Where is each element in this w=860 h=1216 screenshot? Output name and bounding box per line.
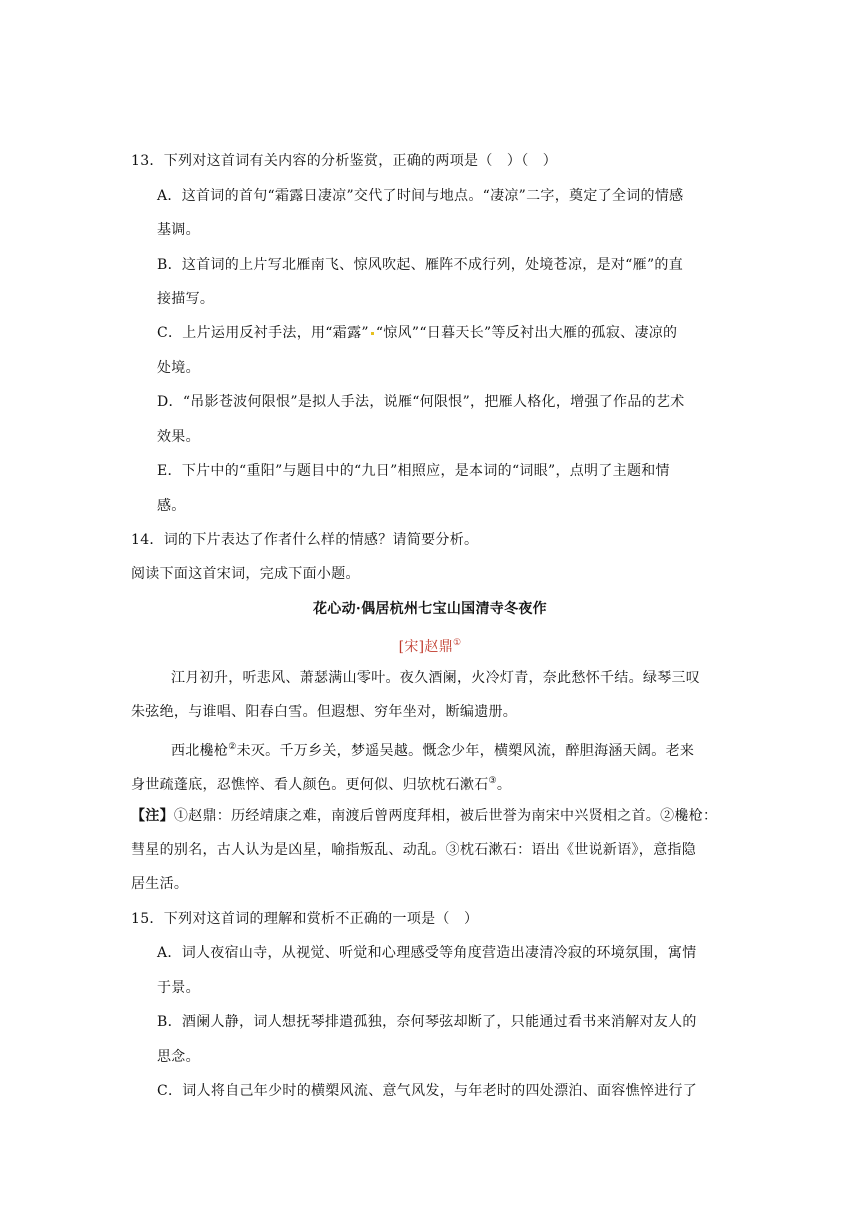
q15-option-c-line1: C．词人将自己年少时的横槊风流、意气风发，与年老时的四处漂泊、面容憔悴进行了 bbox=[157, 1083, 698, 1099]
q13-option-c-line2: 处境。 bbox=[157, 360, 200, 376]
q13-option-b-line1: B．这首词的上片写北雁南飞、惊风吹起、雁阵不成行列，处境苍凉，是对“雁”的直 bbox=[157, 257, 683, 273]
q15-option-b-line1: B．酒阑人静，词人想抚琴排遣孤独，奈何琴弦却断了，只能通过看书来消解对友人的 bbox=[157, 1014, 697, 1030]
q13-option-a-line2: 基调。 bbox=[157, 222, 200, 238]
q13-option-a-line1: A．这首词的首句“霜露日凄凉”交代了时间与地点。“凄凉”二字，奠定了全词的情感 bbox=[157, 188, 684, 204]
poem-stanza1-line2: 朱弦绝，与谁唱、阳春白雪。但遐想、穷年坐对，断编遗册。 bbox=[131, 704, 518, 720]
q13-option-c-line1: C．上片运用反衬手法，用“霜露” “惊风”“日暮天长”等反衬出大雁的孤寂、凄凉的 bbox=[157, 325, 678, 341]
q13-option-d-line1: D．“吊影苍波何限恨”是拟人手法，说雁“何限恨”，把雁人格化，增强了作品的艺术 bbox=[157, 394, 685, 410]
notes-line1: 【注】①赵鼎：历经靖康之难，南渡后曾两度拜相，被后世誉为南宋中兴贤相之首。②欃枪： bbox=[131, 808, 718, 824]
poem-stanza1-line1: 江月初升，听悲风、萧瑟满山零叶。夜久酒阑，火冷灯青，奈此愁怀千结。绿琴三叹 bbox=[171, 670, 701, 686]
poem-stanza2-line1: 西北欃枪②未灭。千万乡关，梦遥吴越。慨念少年，横槊风流，醉胆海涵天阔。老来 bbox=[171, 742, 695, 759]
poem-title: 花心动·偶居杭州七宝山国清寺冬夜作 bbox=[313, 601, 547, 617]
notes-line2: 彗星的别名，古人认为是凶星，喻指叛乱、动乱。③枕石漱石：语出《世说新语》，意指隐 bbox=[131, 842, 696, 858]
notes-line3: 居生活。 bbox=[131, 876, 189, 892]
reading-instruction: 阅读下面这首宋词，完成下面小题。 bbox=[131, 566, 360, 582]
q13-option-e-line1: E．下片中的“重阳”与题目中的“九日”相照应，是本词的“词眼”，点明了主题和情 bbox=[157, 463, 670, 479]
question-13-stem: 13．下列对这首词有关内容的分析鉴赏，正确的两项是（ ）（ ） bbox=[131, 153, 558, 169]
q13-option-d-line2: 效果。 bbox=[157, 429, 200, 445]
q13-option-b-line2: 接描写。 bbox=[157, 291, 215, 307]
poem-stanza2-line2: 身世疏蓬底，忍憔悴、看人颜色。更何似、归欤枕石漱石③。 bbox=[131, 776, 512, 793]
question-15-stem: 15．下列对这首词的理解和赏析不正确的一项是（ ） bbox=[131, 911, 479, 927]
notes-label: 【注】 bbox=[131, 808, 174, 824]
q15-option-a-line2: 于景。 bbox=[157, 980, 200, 996]
q15-option-b-line2: 思念。 bbox=[157, 1049, 200, 1065]
question-14: 14．词的下片表达了作者什么样的情感？请简要分析。 bbox=[131, 532, 479, 548]
highlight-mark bbox=[371, 332, 374, 335]
poem-author: [宋]赵鼎① bbox=[398, 638, 462, 655]
q13-option-e-line2: 感。 bbox=[157, 498, 186, 514]
q15-option-a-line1: A．词人夜宿山寺，从视觉、听觉和心理感受等角度营造出凄清冷寂的环境氛围，寓情 bbox=[157, 945, 697, 961]
